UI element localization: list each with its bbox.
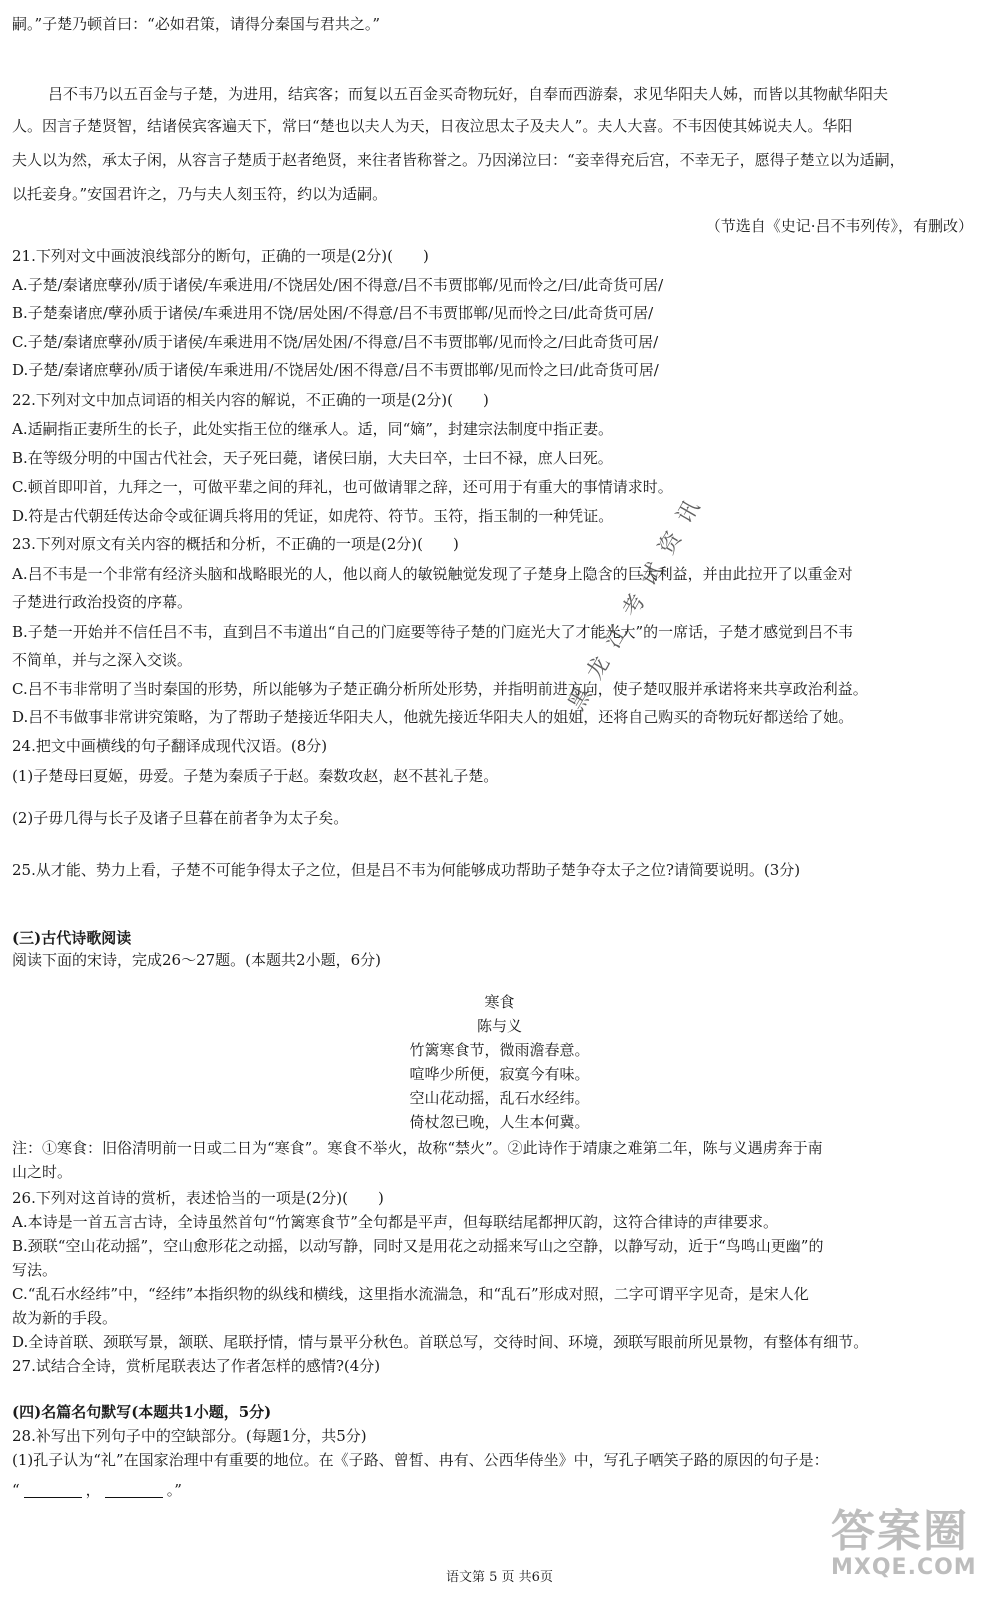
question-21-option-d: D.子楚/秦诸庶孽孙/质于诸侯/车乘进用/不饶居处/困不得意/吕不韦贾邯郸/见而怜之曰/此奇货可居/ (12, 361, 659, 379)
question-23-line: C.吕不韦非常明了当时秦国的形势，所以能够为子楚正确分析所处形势，并指明前进方向，使子楚叹服并承诺将来共享政治利益。 (12, 680, 868, 698)
passage-line: 人。因言子楚贤智，结诸侯宾客遍天下，常曰“楚也以夫人为天，日夜泣思太子及夫人”。夫人大喜。不韦因使其姊说夫人。华阳 (12, 117, 853, 135)
question-26-line: B.颈联“空山花动摇”，空山愈形花之动摇，以动写静，同时又是用花之动摇来写山之空静，以静写动，近于“鸟鸣山更幽”的 (12, 1237, 824, 1255)
passage-line: 以托妾身。”安国君许之，乃与夫人刻玉符，约以为适嗣。 (12, 185, 388, 203)
answer-blank[interactable] (105, 1485, 163, 1498)
poem-line: 喧哗少所便，寂寞今有味。 (409, 1065, 590, 1083)
question-24-stem: 24.把文中画横线的句子翻译成现代汉语。(8分) (12, 737, 328, 755)
question-24-sentence-2: (2)子毋几得与长子及诸子旦暮在前者争为太子矣。 (12, 809, 349, 827)
passage-line: 嗣。”子楚乃顿首曰：“必如君策，请得分秦国与君共之。” (12, 15, 381, 33)
question-22-option-c: C.顿首即叩首，九拜之一，可做平辈之间的拜礼，也可做请罪之辞，还可用于有重大的事情请求时。 (12, 478, 673, 496)
question-21-option-a: A.子楚/秦诸庶孽孙/质于诸侯/车乘进用/不饶居处/困不得意/吕不韦贾邯郸/见而怜之/曰/此奇货可居/ (12, 276, 664, 294)
question-23-line: B.子楚一开始并不信任吕不韦，直到吕不韦道出“自己的门庭要等待子楚的门庭光大了才能光大”的一席话，子楚才感觉到吕不韦 (12, 623, 854, 641)
question-21-stem: 21.下列对文中画波浪线部分的断句，正确的一项是(2分)( ) (12, 247, 429, 265)
section-3-intro: 阅读下面的宋诗，完成26～27题。(本题共2小题，6分) (12, 951, 381, 969)
question-23-line: D.吕不韦做事非常讲究策略，为了帮助子楚接近华阳夫人，他就先接近华阳夫人的姐姐，还将自己购买的奇物玩好都送给了她。 (12, 708, 854, 726)
passage-line: 吕不韦乃以五百金与子楚，为进用，结宾客；而复以五百金买奇物玩好，自奉而西游秦，求见华阳夫人姊，而皆以其物献华阳夫 (48, 85, 889, 103)
question-25: 25.从才能、势力上看，子楚不可能争得太子之位，但是吕不韦为何能够成功帮助子楚争夺太子之位?请简要说明。(3分) (12, 861, 801, 879)
question-23-line: 不简单，并与之深入交谈。 (12, 651, 193, 669)
question-21-option-b: B.子楚秦诸庶/孽孙质于诸侯/车乘进用不饶/居处困/不得意/吕不韦贾邯郸/见而怜之曰/此奇货可居/ (12, 304, 654, 322)
question-26-stem: 26.下列对这首诗的赏析，表述恰当的一项是(2分)( ) (12, 1189, 384, 1207)
section-3-heading: (三)古代诗歌阅读 (12, 929, 132, 947)
question-21-option-c: C.子楚/秦诸庶孽孙/质于诸侯/车乘进用不饶/居处困/不得意/吕不韦贾邯郸/见而怜之/曰此奇货可居/ (12, 333, 659, 351)
question-26-line: D.全诗首联、颈联写景，颔联、尾联抒情，情与景平分秋色。首联总写，交待时间、环境，颈联写眼前所见景物，有整体有细节。 (12, 1333, 869, 1351)
logo-text: 答案圈 (831, 1506, 969, 1557)
question-26-line: 故为新的手段。 (12, 1309, 118, 1327)
question-23-stem: 23.下列对原文有关内容的概括和分析，不正确的一项是(2分)( ) (12, 535, 459, 553)
question-22-option-b: B.在等级分明的中国古代社会，天子死曰薨，诸侯曰崩，大夫曰卒，士曰不禄，庶人曰死。 (12, 449, 613, 467)
question-23-line: A.吕不韦是一个非常有经济头脑和战略眼光的人，他以商人的敏锐触觉发现了子楚身上隐含的巨大利益，并由此拉开了以重金对 (12, 565, 853, 583)
question-22-option-d: D.符是古代朝廷传达命令或征调兵将用的凭证，如虎符、符节。玉符，指玉制的一种凭证。 (12, 507, 614, 525)
question-26-line: A.本诗是一首五言古诗，全诗虽然首句“竹篱寒食节”全句都是平声，但每联结尾都押仄韵，这符合律诗的声律要求。 (12, 1213, 778, 1231)
poem-line: 空山花动摇，乱石水经纬。 (409, 1089, 590, 1107)
poem-line: 竹篱寒食节，微雨澹春意。 (409, 1041, 590, 1059)
answer-blank[interactable] (24, 1485, 82, 1498)
poem-note: 注：①寒食：旧俗清明前一日或二日为“寒食”。寒食不举火，故称“禁火”。②此诗作于靖康之难第二年，陈与义遇虏奔于南 (12, 1139, 823, 1157)
question-23-line: 子楚进行政治投资的序幕。 (12, 593, 193, 611)
poem-note: 山之时。 (12, 1163, 73, 1181)
question-26-line: C.“乱石水经纬”中，“经纬”本指织物的纵线和横线，这里指水流湍急，和“乱石”形成对照，二字可谓平字见奇，是宋人化 (12, 1285, 809, 1303)
question-28-item-1: (1)孔子认为“礼”在国家治理中有重要的地位。在《子路、曾皙、冉有、公西华侍坐》中，写孔子哂笑子路的原因的句子是： (12, 1451, 829, 1469)
watermark: 黑龙江考试资讯 (564, 484, 712, 715)
question-26-line: 写法。 (12, 1261, 58, 1279)
quote-open: “ (12, 1481, 20, 1499)
question-28-stem: 28.补写出下列句子中的空缺部分。(每题1分，共5分) (12, 1427, 367, 1445)
question-22-option-a: A.适嗣指正妻所生的长子，此处实指王位的继承人。适，同“嫡”，封建宗法制度中指正妻。 (12, 420, 613, 438)
quote-close: 。” (166, 1481, 182, 1499)
question-22-stem: 22.下列对文中加点词语的相关内容的解说，不正确的一项是(2分)( ) (12, 391, 489, 409)
question-27: 27.试结合全诗，赏析尾联表达了作者怎样的感情?(4分) (12, 1357, 381, 1375)
logo-url: MXQE.COM (831, 1555, 977, 1580)
question-24-sentence-1: (1)子楚母曰夏姬，毋爱。子楚为秦质子于赵。秦数攻赵，赵不甚礼子楚。 (12, 767, 499, 785)
blank-comma: ， (85, 1481, 101, 1499)
poem-title: 寒食 (484, 993, 515, 1011)
answer-blanks (12, 1480, 182, 1500)
page-footer: 语文第 5 页 共6页 (446, 1570, 553, 1585)
passage-line: 夫人以为然，承太子闲，从容言子楚质于赵者绝贤，来往者皆称誉之。乃因涕泣曰：“妾幸得充后宫，不幸无子，愿得子楚立以为适嗣， (12, 151, 905, 169)
section-4-heading: (四)名篇名句默写(本题共1小题，5分) (12, 1403, 272, 1421)
poem-author: 陈与义 (476, 1017, 522, 1035)
poem-line: 倚杖忽已晚，人生本何冀。 (409, 1113, 590, 1131)
passage-source: （节选自《史记·吕不韦列传》，有删改） (705, 217, 973, 235)
